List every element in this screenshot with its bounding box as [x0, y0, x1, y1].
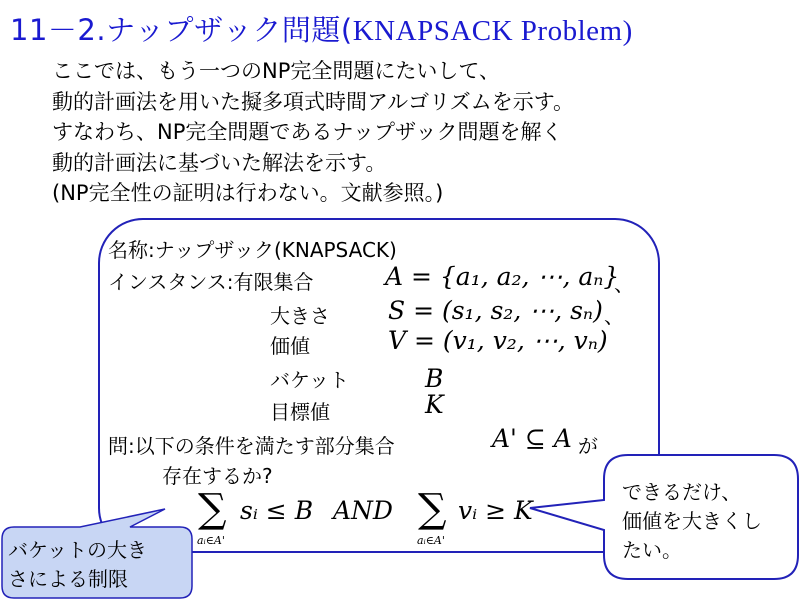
target-label: 目標値	[270, 400, 330, 424]
question-label: 問:以下の条件を満たす部分集合	[108, 434, 395, 458]
right-callout-line: できるだけ、	[622, 480, 742, 504]
left-callout-line: さによる制限	[8, 567, 128, 591]
left-callout-text	[8, 536, 147, 594]
bucket-symbol: B	[425, 364, 444, 393]
title-number: 11－2.	[10, 13, 107, 47]
right-callout-text	[622, 478, 762, 565]
intro-line: 動的計画法に基づいた解法を示す。	[52, 150, 387, 175]
size-label: 大きさ	[270, 304, 330, 328]
condition-left: sᵢ ≤ B	[240, 496, 314, 525]
title-en: KNAPSACK Problem)	[352, 15, 633, 47]
set-v-formula: V = (v₁, v₂, ⋯, vₙ)	[388, 326, 608, 355]
question-line2: 存在するか?	[162, 464, 273, 488]
intro-line: すなわち、NP完全問題であるナップザック問題を解く	[52, 120, 563, 144]
sum-sub-right: aᵢ∈A'	[417, 534, 445, 547]
question-suffix: が	[578, 434, 598, 458]
right-callout-line: 価値を大きくし	[622, 509, 762, 533]
intro-line: 動的計画法を用いた擬多項式時間アルゴリズムを示す。	[52, 89, 575, 114]
set-s-formula: S = (s₁, s₂, ⋯, sₙ)	[388, 296, 603, 325]
condition-right: vᵢ ≥ K	[458, 496, 533, 525]
right-callout-line: たい。	[622, 538, 682, 562]
left-callout-line: バケットの大き	[8, 538, 147, 562]
problem-name: 名称:ナップザック(KNAPSACK)	[108, 238, 397, 262]
comma-a: 、	[614, 272, 634, 296]
and-word: AND	[333, 496, 393, 525]
sum-symbol-left: ∑	[198, 486, 227, 532]
bucket-label: バケット	[270, 368, 349, 392]
sum-sub-left: aᵢ∈A'	[197, 534, 225, 547]
intro-line: ここでは、もう一つのNP完全問題にたいして、	[52, 59, 500, 83]
sum-symbol-right: ∑	[418, 486, 447, 532]
comma-s: 、	[604, 304, 624, 328]
set-a-formula: A = {a₁, a₂, ⋯, aₙ}	[385, 262, 620, 291]
target-symbol: K	[425, 390, 444, 419]
instance-label: インスタンス:有限集合	[108, 270, 314, 294]
value-label: 価値	[270, 334, 310, 358]
intro-line: (NP完全性の証明は行わない。文献参照。)	[52, 181, 444, 205]
subset-formula: A' ⊆ A	[492, 424, 572, 453]
title-jp: ナップザック問題(	[106, 13, 353, 47]
